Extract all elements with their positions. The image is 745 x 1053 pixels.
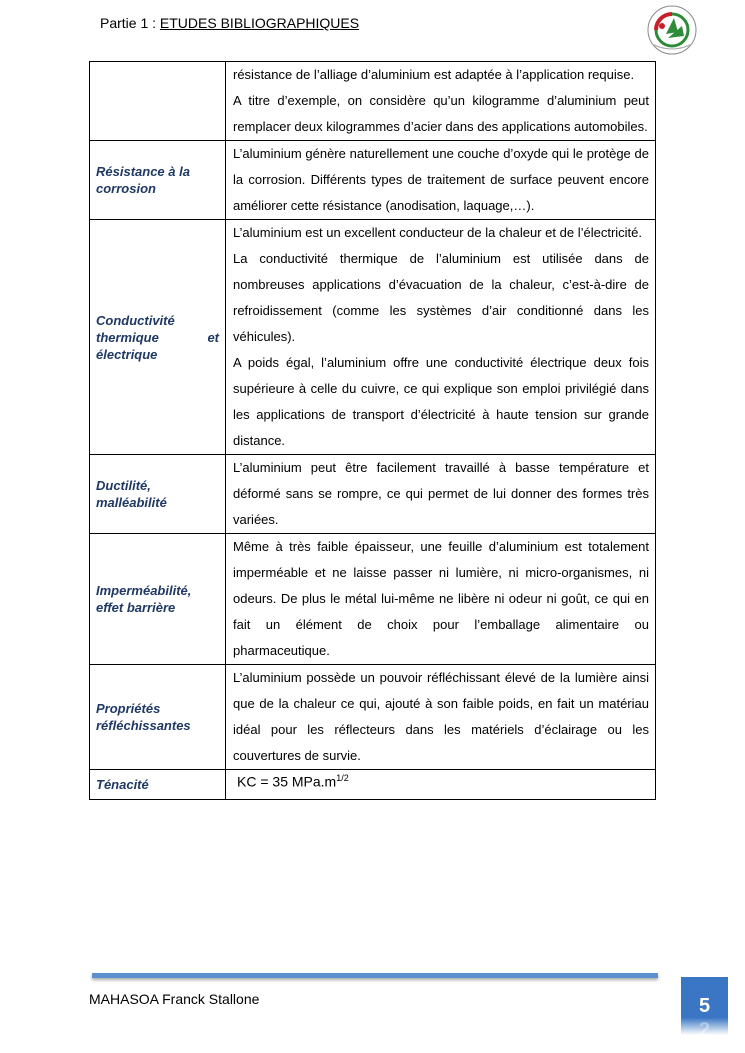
row-label (90, 62, 226, 141)
table-row (90, 770, 656, 800)
row-label: Conductivité thermique et électrique (90, 220, 226, 455)
table-row (90, 534, 656, 665)
row-content (226, 62, 656, 141)
row-content (226, 220, 656, 455)
header-part: Partie 1 : (100, 15, 160, 31)
footer-author: MAHASOA Franck Stallone (89, 991, 260, 1007)
page-number: 5 (698, 995, 711, 1017)
paragraph: L’aluminium possède un pouvoir réfléchissant élevé de la lumière ainsi que de la chaleur ce qui, ajouté à son faible poids, en fait un matériau idéal pour les réflecteurs dans les matériels d’éclairage ou les couvertures de survie. (233, 670, 649, 763)
table-row (90, 62, 656, 141)
page-header (100, 15, 359, 31)
paragraph: L’aluminium peut être facilement travaillé à basse température et déformé sans se rompre, ce qui permet de lui donner des formes très variées. (233, 460, 649, 527)
paragraph: A titre d’exemple, on considère qu’un kilogramme d’aluminium peut remplacer deux kilogrammes d’acier dans des applications automobiles. (233, 93, 649, 134)
table-row (90, 455, 656, 534)
row-label: Propriétés réfléchissantes (90, 665, 226, 770)
paragraph: L’aluminium génère naturellement une couche d’oxyde qui le protège de la corrosion. Différents types de traitement de surface peuvent encore améliorer cette résistance (anodisation, laquage,…). (233, 146, 649, 213)
tenacity-base: KC = 35 MPa.m (237, 773, 337, 790)
row-label: Résistance à la corrosion (90, 141, 226, 220)
row-content (226, 455, 656, 534)
tenacity-value (233, 770, 649, 799)
tenacity-exponent: 1/2 (336, 773, 349, 783)
paragraph: La conductivité thermique de l’aluminium est utilisée dans de nombreuses applications d’évacuation de la chaleur, c’est-à-dire de refroidissement (comme les systèmes d’air conditionné dans les véhicules). (233, 251, 649, 344)
university-logo-icon (638, 4, 706, 56)
paragraph: Même à très faible épaisseur, une feuille d’aluminium est totalement imperméable et ne laisse passer ni lumière, ni micro-organismes, ni odeurs. De plus le métal lui-même ne libère ni odeur ni goût, ce qui en fait un élément de choix pour l’emballage alimentaire ou pharmaceutique. (233, 539, 649, 658)
page-number-box (681, 977, 728, 1041)
header-section-title: ETUDES BIBLIOGRAPHIQUES (159, 15, 360, 31)
table-row (90, 220, 656, 455)
footer-divider (92, 973, 658, 978)
row-label: Ténacité (90, 770, 226, 800)
page-number-cut: 2 (698, 1019, 711, 1041)
paragraph: L’aluminium est un excellent conducteur de la chaleur et de l’électricité. (233, 225, 643, 240)
row-label: Ductilité, malléabilité (90, 455, 226, 534)
properties-table (89, 61, 656, 800)
row-label: Imperméabilité, effet barrière (90, 534, 226, 665)
table-row (90, 141, 656, 220)
paragraph: résistance de l’alliage d’aluminium est adaptée à l’application requise. (233, 67, 635, 82)
row-content (226, 770, 656, 800)
row-content (226, 141, 656, 220)
paragraph: A poids égal, l’aluminium offre une conductivité électrique deux fois supérieure à celle du cuivre, ce qui explique son emploi privilégié dans les applications de transport d’électricité à haute tension sur grande distance. (233, 355, 649, 448)
table-row (90, 665, 656, 770)
row-content (226, 665, 656, 770)
row-content (226, 534, 656, 665)
